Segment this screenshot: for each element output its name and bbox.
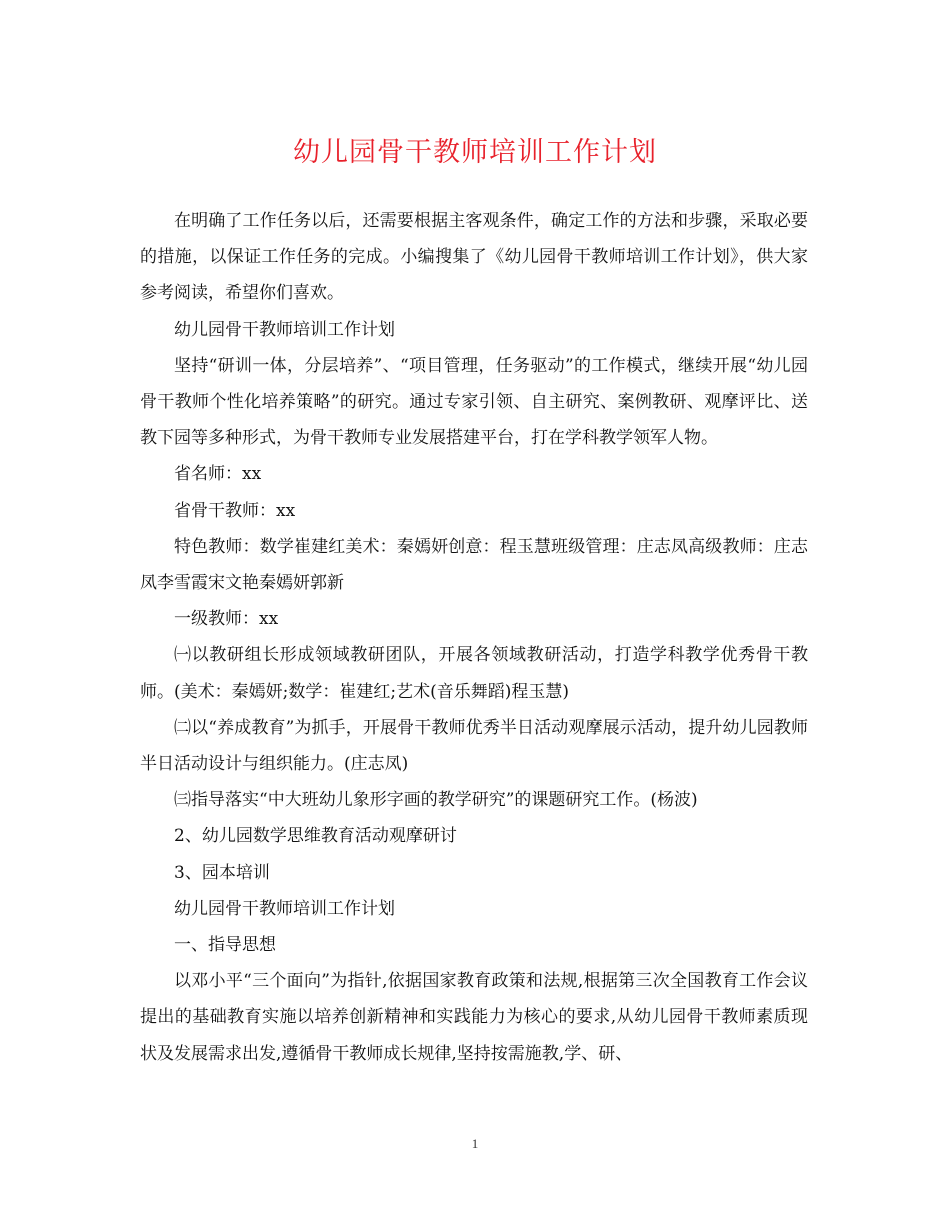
paragraph-school-training: 3、园本培训 bbox=[174, 862, 270, 883]
paragraph-mode: 坚持“研训一体，分层培养”、“项目管理，任务驱动”的工作模式，继续开展“幼儿园骨干教师个性化培养策略”的研究。通过专家引领、自主研究、案例教研、观摩评比、送教下园等多种形式，为骨干教师专业发展搭建平台，打在学科教学领军人物。 bbox=[140, 355, 808, 449]
paragraph-section-heading: 一、指导思想 bbox=[174, 935, 276, 956]
paragraph-provincial-master: 省名师：xx bbox=[174, 464, 262, 485]
paragraph-item-3: ㈢指导落实“中大班幼儿象形字画的教学研究”的课题研究工作。(杨波) bbox=[174, 790, 698, 811]
paragraph-subtitle-2: 幼儿园骨干教师培训工作计划 bbox=[174, 898, 395, 919]
paragraph-featured-teachers: 特色教师：数学崔建红美术：秦嫣妍创意：程玉慧班级管理：庄志凤高级教师：庄志凤李雪霞宋文艳秦嫣妍郭新 bbox=[140, 536, 808, 594]
paragraph-first-level: 一级教师：xx bbox=[174, 609, 279, 630]
paragraph-item-2: ㈡以“养成教育”为抓手，开展骨干教师优秀半日活动观摩展示活动，提升幼儿园教师半日活动设计与组织能力。(庄志凤) bbox=[140, 717, 808, 775]
page-number: 1 bbox=[471, 1136, 479, 1151]
paragraph-item-1: ㈠以教研组长形成领域教研团队，开展各领域教研活动，打造学科教学优秀骨干教师。(美术：秦嫣妍;数学：崔建红;艺术(音乐舞蹈)程玉慧) bbox=[140, 645, 808, 702]
paragraph-intro: 在明确了工作任务以后，还需要根据主客观条件，确定工作的方法和步骤，采取必要的措施，以保证工作任务的完成。小编搜集了《幼儿园骨干教师培训工作计划》，供大家参考阅读，希望你们喜欢。 bbox=[140, 211, 808, 304]
document-body bbox=[140, 203, 808, 1072]
document-title: 幼儿园骨干教师培训工作计划 bbox=[293, 137, 657, 168]
paragraph-guiding-ideology: 以邓小平“三个面向”为指针,依据国家教育政策和法规,根据第三次全国教育工作会议提出的基础教育实施以培养创新精神和实践能力为核心的要求,从幼儿园骨干教师素质现状及发展需求出发,遵循骨干教师成长规律,坚持按需施教,学、研、 bbox=[140, 971, 808, 1064]
paragraph-math-observation: 2、幼儿园数学思维教育活动观摩研讨 bbox=[174, 826, 457, 847]
paragraph-subtitle: 幼儿园骨干教师培训工作计划 bbox=[174, 319, 395, 340]
paragraph-provincial-backbone: 省骨干教师：xx bbox=[174, 500, 296, 521]
